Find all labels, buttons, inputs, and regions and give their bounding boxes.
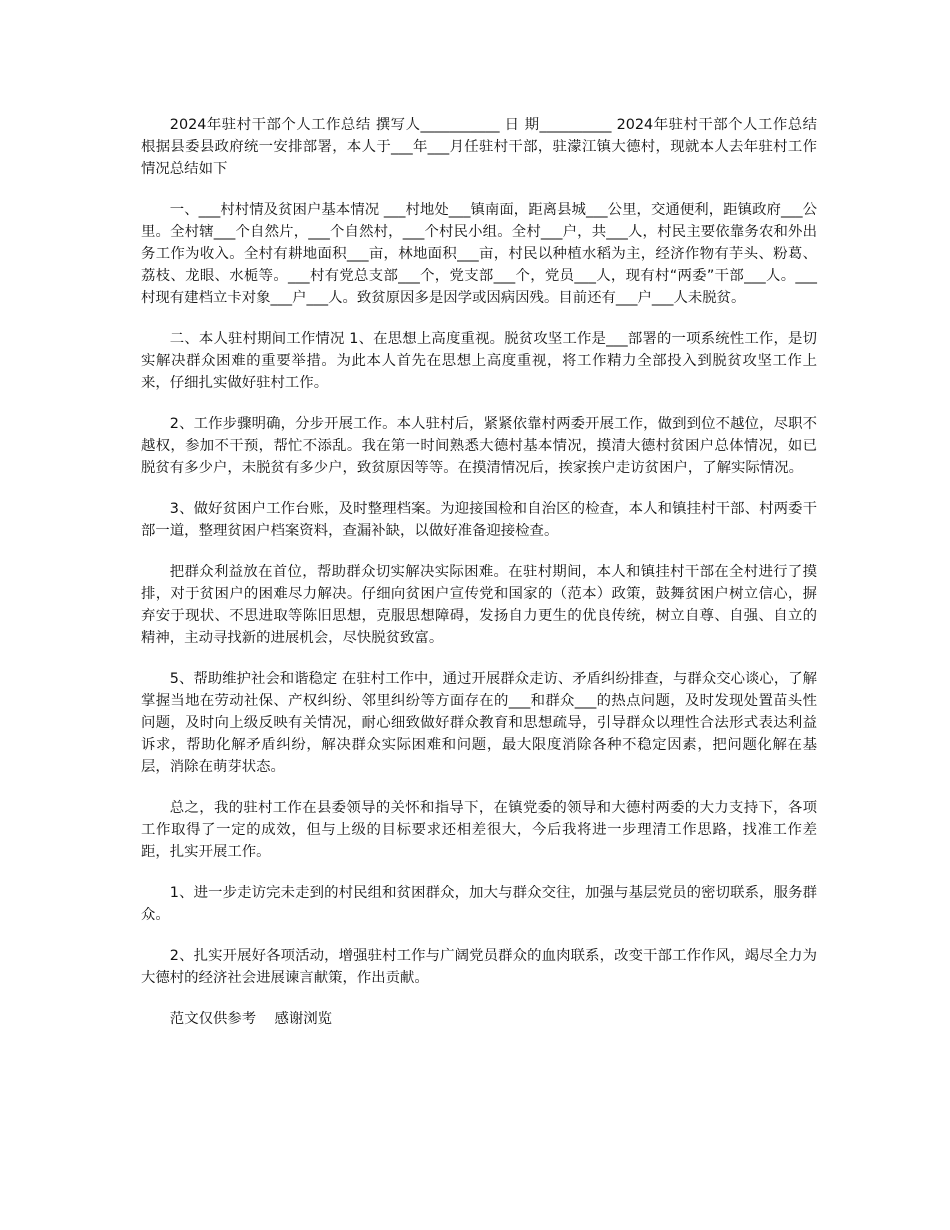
document-page (141, 114, 822, 1030)
summary-paragraph: 总之，我的驻村工作在县委领导的关怀和指导下，在镇党委的领导和大德村两委的大力支持下，各项工作取得了一定的成效，但与上级的目标要求还相差很大，今后我将进一步理清工作思路，找准工作差距，扎实开展工作。 (141, 800, 817, 860)
social-stability-paragraph: 5、帮助维护社会和谐稳定 在驻村工作中，通过开展群众走访、矛盾纠纷排查，与群众交心谈心，了解掌握当地在劳动社保、产权纠纷、邻里纠纷等方面存在的___和群众___的热点问题，及时发现处置苗头性问题，及时向上级反映有关情况，耐心细致做好群众教育和思想疏导，引导群众以理性合法形式表达利益诉求，帮助化解矛盾纠纷，解决群众实际困难和问题，最大限度消除各种不稳定因素，把问题化解在基层，消除在萌芽状态。 (141, 671, 817, 775)
work-steps-paragraph: 2、工作步骤明确，分步开展工作。本人驻村后，紧紧依靠村两委开展工作，做到到位不越位，尽职不越权，参加不干预，帮忙不添乱。我在第一时间熟悉大德村基本情况，摸清大德村贫困户总体情况，如已脱贫有多少户，未脱贫有多少户，致贫原因等等。在摸清情况后，挨家挨户走访贫困户，了解实际情况。 (141, 416, 817, 476)
archive-paragraph: 3、做好贫困户工作台账，及时整理档案。为迎接国检和自治区的检查，本人和镇挂村干部、村两委干部一道，整理贫困户档案资料，查漏补缺，以做好准备迎接检查。 (141, 501, 817, 539)
public-interest-paragraph: 把群众利益放在首位，帮助群众切实解决实际困难。在驻村期间，本人和镇挂村干部在全村进行了摸排，对于贫困户的困难尽力解决。仔细向贫困户宣传党和国家的（范本）政策，鼓舞贫困户树立信心，摒弃安于现状、不思进取等陈旧思想，克服思想障碍，发扬自力更生的优良传统，树立自尊、自强、自立的精神，主动寻找新的进展机会，尽快脱贫致富。 (141, 564, 817, 646)
plan-item-1: 1、进一步走访完未走到的村民组和贫困群众，加大与群众交往，加强与基层党员的密切联系，服务群众。 (141, 885, 817, 923)
village-situation-paragraph: 一、___村村情及贫困户基本情况 ___村地处___镇南面，距离县城___公里，交通便利，距镇政府___公里。全村辖___个自然片，___个自然村，___个村民小组。全村___户，共___人，村民主要依靠务农和外出务工作为收入。全村有耕地面积___亩，林地面积___亩，村民以种植水稻为主，经济作物有芋头、粉葛、荔枝、龙眼、水栀等。___村有党总支部___个，党支部___个，党员___人，现有村“两委”干部___人。___村现有建档立卡对象___户___人。致贫原因多是因学或因病因残。目前还有___户___人未脱贫。 (141, 202, 817, 306)
title-paragraph: 2024年驻村干部个人工作总结 撰写人___________ 日 期__________ 2024年驻村干部个人工作总结 根据县委县政府统一安排部署，本人于___年___月任驻村干部，驻濛江镇大德村，现就本人去年驻村工作情况总结如下 (141, 117, 822, 177)
work-situation-paragraph: 二、本人驻村期间工作情况 1、在思想上高度重视。脱贫攻坚工作是___部署的一项系统性工作，是切实解决群众困难的重要举措。为此本人首先在思想上高度重视，将工作精力全部投入到脱贫攻坚工作上来，仔细扎实做好驻村工作。 (141, 331, 817, 391)
footer-note: 范文仅供参考 感谢浏览 (169, 1011, 333, 1027)
plan-item-2: 2、扎实开展好各项活动，增强驻村工作与广阔党员群众的血肉联系，改变干部工作作风，竭尽全力为大德村的经济社会进展谏言献策，作出贡献。 (141, 948, 817, 986)
